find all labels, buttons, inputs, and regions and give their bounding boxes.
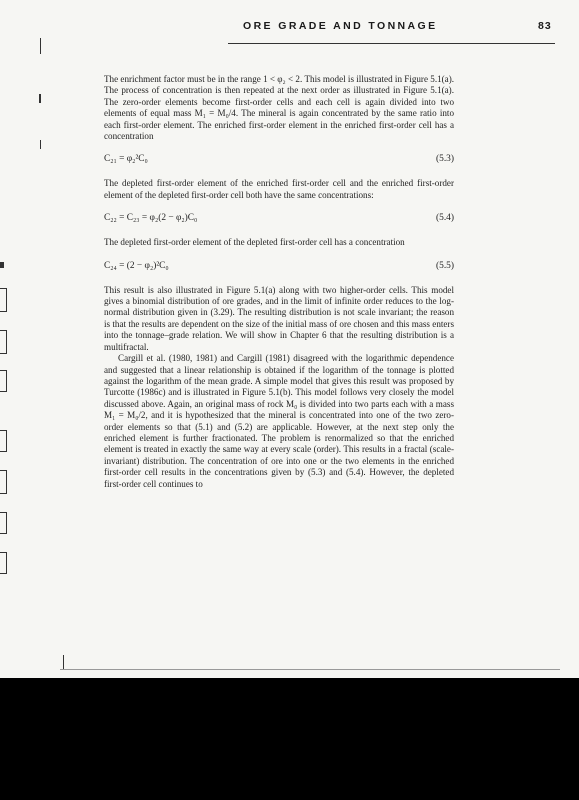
binding-bracket xyxy=(0,430,7,452)
binding-mark xyxy=(40,38,41,54)
binding-mark xyxy=(0,262,4,268)
paragraph: The depleted first-order element of the depleted first-order cell has a concentration xyxy=(104,237,405,248)
binding-mark xyxy=(39,94,41,103)
paragraph: Cargill et al. (1980, 1981) and Cargill (1981) disagreed with the logarithmic dependence and suggested that a linear relationship is obtained if the logarithm of the tonnage is plotted against the logarithm of the mean grade. A simple model that gives this result was proposed by Turcotte (1986c) and is illustrated in Figure 5.1(b). This model follows very closely the model discussed above. Again, an original mass of rock M₀ is divided into two parts each with a mass M₁ = M₀/2, and it is hypothesized that the mineral is concentrated into one of the two zero-order elements so that (5.1) and (5.2) are applicable. However, at the next step only the enriched element is further fractionated. The problem is renormalized so that the enriched element is treated in exactly the same way at every scale (order). This results in a fractal (scale-invariant) distribution. The concentration of ore into one or the two elements in the enriched first-order cell results in the concentrations given by (5.3) and (5.4). However, the depleted first-order cell continues to xyxy=(104,353,454,489)
header-rule xyxy=(228,43,555,44)
paragraph: This result is also illustrated in Figure 5.1(a) along with two higher-order cells. This model gives a binomial distribution of ore grades, and in the limit of infinite order reduces to the log-normal distribution given in (3.29). The resulting distribution is not scale invariant; the reason is that the results are dependent on the size of the initial mass of ore chosen and this mass enters into the tonnage–grade relation. We will show in Chapter 6 that the resulting distribution is a multifractal. xyxy=(104,284,454,352)
binding-bracket xyxy=(0,370,7,392)
binding-bracket xyxy=(0,552,7,574)
equation-text: C₂₂ = C₂₃ = φ₂(2 − φ₂)C₀ xyxy=(104,213,198,224)
binding-mark xyxy=(40,140,41,149)
page-number: 83 xyxy=(538,20,552,32)
binding-bracket xyxy=(0,470,7,494)
page-body xyxy=(104,74,454,490)
page-bottom-edge xyxy=(60,669,560,670)
equation-5-5 xyxy=(104,261,454,275)
binding-mark xyxy=(63,655,64,669)
binding-bracket xyxy=(0,288,7,312)
equation-5-4 xyxy=(104,213,454,227)
binding-bracket xyxy=(0,330,7,354)
equation-number: (5.3) xyxy=(436,154,454,165)
paragraph: The depleted first-order element of the enriched first-order cell and the enriched first-order element of the depleted first-order cell both have the same concentrations: xyxy=(104,178,454,200)
equation-5-3 xyxy=(104,154,454,168)
equation-text: C₂₄ = (2 − φ₂)²C₀ xyxy=(104,260,169,271)
binding-bracket xyxy=(0,512,7,534)
paragraph: The enrichment factor must be in the range 1 < φ₂ < 2. This model is illustrated in Figure 5.1(a). The process of concentration is then repeated at the next order as illustrated in Figure 5.1(a). The zero-order elements become first-order cells and each cell is again divided into two elements of equal mass M₁ = M₀/4. The mineral is again concentrated by the same ratio into each first-order element. The enriched first-order element in the enriched first-order cell has a concentration xyxy=(104,74,455,142)
running-header-title: ORE GRADE AND TONNAGE xyxy=(243,20,438,32)
equation-number: (5.5) xyxy=(436,260,454,271)
scan-black-border xyxy=(0,678,579,800)
equation-text: C₂₁ = φ₂²C₀ xyxy=(104,154,148,165)
equation-number: (5.4) xyxy=(436,213,454,224)
running-header xyxy=(0,20,579,40)
